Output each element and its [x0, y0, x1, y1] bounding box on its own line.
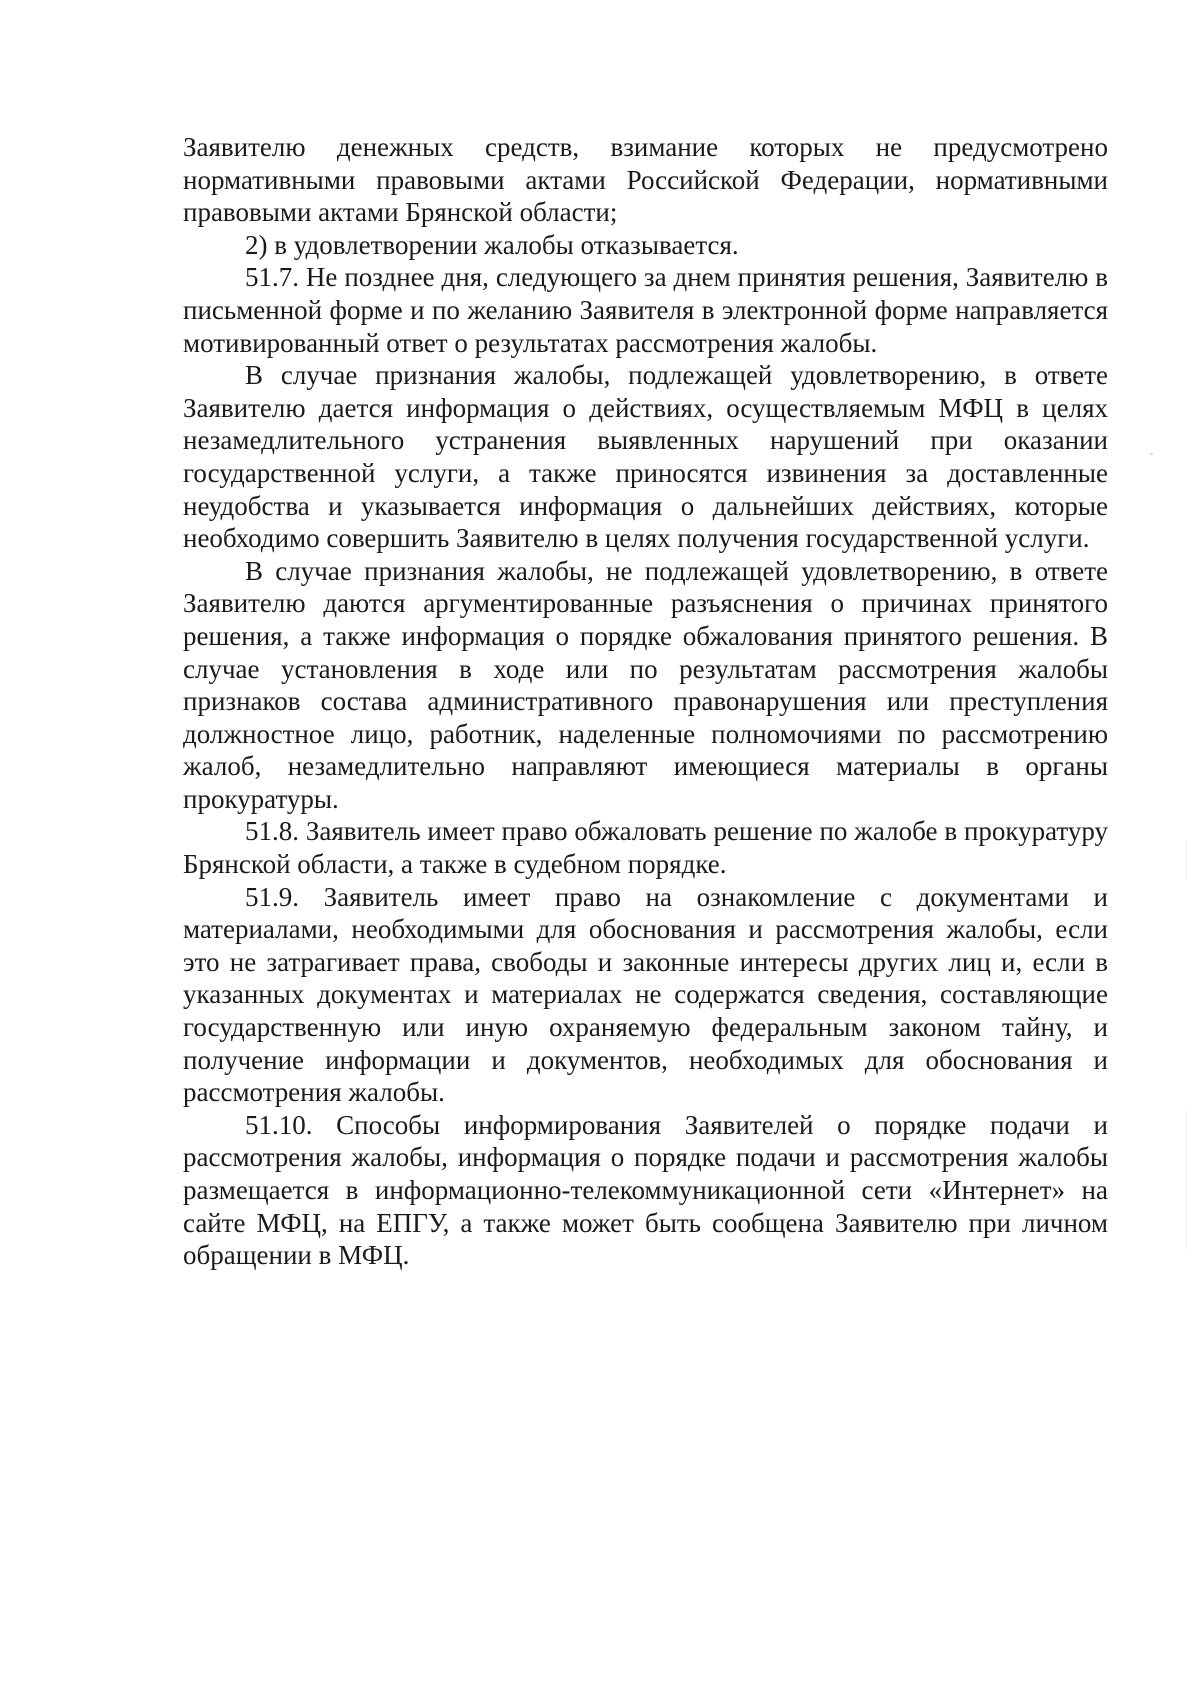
paragraph-complaint-satisfied: В случае признания жалобы, подлежащей удовлетворению, в ответе Заявителю дается информация о действиях, осуществляемым МФЦ в целях незамедлительного устранения выявленных нарушений при оказании государственной услуги, а также приносятся извинения за доставленные неудобства и указывается информация о дальнейших действиях, которые необходимо совершить Заявителю в целях получения государственной услуги.: [183, 360, 1108, 554]
scan-artifact: [1150, 453, 1153, 455]
document-body: [183, 131, 1108, 1272]
paragraph-51-10: 51.10. Способы информирования Заявителей о порядке подачи и рассмотрения жалобы, информация о порядке подачи и рассмотрения жалобы размещается в информационно-телекоммуникационной сети «Интернет» на сайте МФЦ, на ЕПГУ, а также может быть сообщена Заявителю при личном обращении в МФЦ.: [183, 1109, 1108, 1271]
paragraph-continuation: Заявителю денежных средств, взимание которых не предусмотрено нормативными правовыми актами Российской Федерации, нормативными правовыми актами Брянской области;: [183, 132, 1108, 228]
paragraph-51-8: 51.8. Заявитель имеет право обжаловать решение по жалобе в прокуратуру Брянской области, а также в судебном порядке.: [183, 816, 1108, 880]
scan-artifact: [1186, 1110, 1187, 1250]
paragraph-refusal: 2) в удовлетворении жалобы отказывается.: [245, 229, 739, 260]
paragraph-51-9: 51.9. Заявитель имеет право на ознакомление с документами и материалами, необходимыми для обоснования и рассмотрения жалобы, если это не затрагивает права, свободы и законные интересы других лиц и, если в указанных документах и материалах не содержатся сведения, составляющие государственную или иную охраняемую федеральным законом тайну, и получение информации и документов, необходимых для обоснования и рассмотрения жалобы.: [183, 881, 1108, 1108]
scan-artifact: [1186, 840, 1187, 880]
paragraph-complaint-rejected: В случае признания жалобы, не подлежащей удовлетворению, в ответе Заявителю даются аргументированные разъяснения о причинах принятого решения, а также информация о порядке обжалования принятого решения. В случае установления в ходе или по результатам рассмотрения жалобы признаков состава административного правонарушения или преступления должностное лицо, работник, наделенные полномочиями по рассмотрению жалоб, незамедлительно направляют имеющиеся материалы в органы прокуратуры.: [183, 555, 1108, 814]
paragraph-51-7: 51.7. Не позднее дня, следующего за днем принятия решения, Заявителю в письменной форме и по желанию Заявителя в электронной форме направляется мотивированный ответ о результатах рассмотрения жалобы.: [183, 262, 1108, 358]
